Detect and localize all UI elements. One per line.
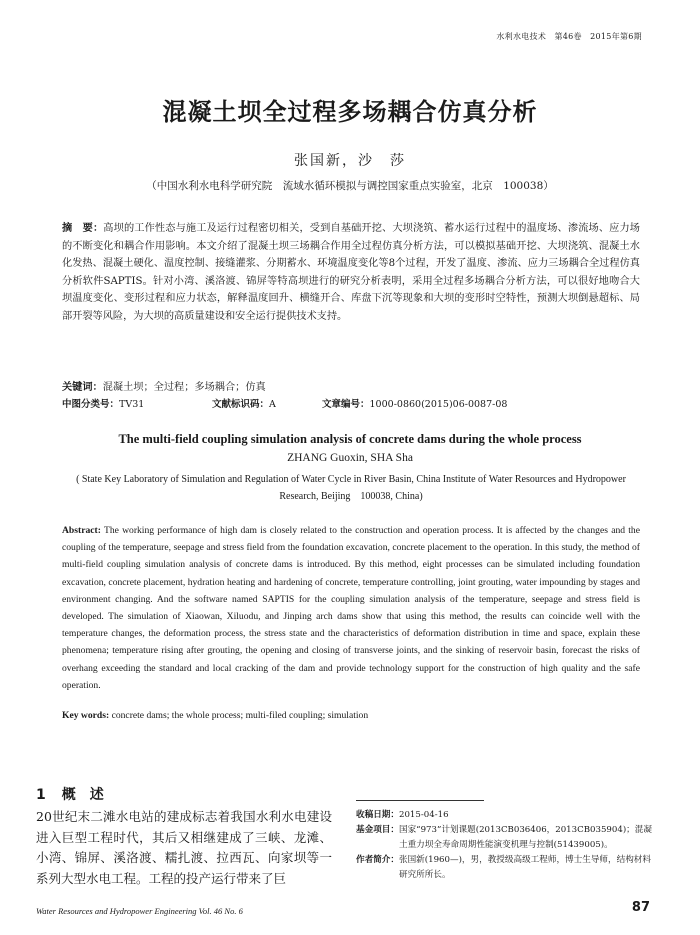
page-number: 87 <box>631 900 650 915</box>
clc-label: 中图分类号： <box>62 399 120 410</box>
footer-journal: Water Resources and Hydropower Engineering Vol. 46 No. 6 <box>36 906 243 916</box>
abstract-cn <box>62 220 640 325</box>
footnote-funding <box>356 823 652 853</box>
clc-value: TV31 <box>119 399 145 410</box>
footnote-label: 作者简介： <box>356 855 399 865</box>
footnote-text: 国家“973”计划课题(2013CB036406，2013CB035904)；混凝土重力坝全寿命周期性能演变机理与控制(51439005)。 <box>398 825 652 850</box>
keywords-en-text: concrete dams; the whole process; multi-filed coupling; simulation <box>111 710 369 721</box>
affiliation-cn: （中国水利水电科学研究院 流域水循环模拟与调控国家重点实验室，北京 100038） <box>146 180 554 192</box>
art-value: 1000-0860(2015)06-0087-08 <box>369 399 508 410</box>
section-paragraph: 20世纪末二滩水电站的建成标志着我国水利水电建设进入巨型工程时代，其后又相继建成了三峡、龙滩、小湾、锦屏、溪洛渡、糯扎渡、拉西瓦、向家坝等一系列大型水电工程。工程的投产运行带来了巨 <box>36 809 332 886</box>
clc-code <box>62 396 144 410</box>
section-title: 概 述 <box>61 787 104 803</box>
footnote-text: 张国新(1960—)，男，教授级高级工程师，博士生导师，结构材料研究所所长。 <box>398 855 651 880</box>
keywords-en-label: Key words: <box>62 710 110 721</box>
paper-title-en: The multi-field coupling simulation analysis of concrete dams during the whole process <box>118 432 582 446</box>
footnote-label: 收稿日期： <box>356 810 399 820</box>
footnote-divider <box>356 800 484 801</box>
section-heading <box>36 784 104 804</box>
paper-title-cn: 混凝土坝全过程多场耦合仿真分析 <box>162 98 538 126</box>
keywords-en <box>62 710 640 721</box>
abstract-cn-text: 高坝的工作性态与施工及运行过程密切相关，受到自基础开挖、大坝浇筑、蓄水运行过程中的温度场、渗流场、应力场的不断变化和耦合作用影响。本文介绍了混凝土坝三场耦合作用全过程仿真分析方法，可以模拟基础开挖、大坝浇筑、混凝土水化发热、混凝土硬化、温度控制、接缝灌浆、分期蓄水、环境温度变化等8个过程，开发了温度、渗流、应力三场耦合全过程仿真分析软件SAPTIS。针对小湾、溪洛渡、锦屏等特高坝进行的研究分析表明，采用全过程多场耦合分析方法，可以很好地吻合大坝温度变化、变形过程和应力状态，解释温度回升、横缝开合、库盘下沉等现象和大坝的变形时空特性，预测大坝倒悬超标、局部开裂等风险，为大坝的高质量建设和安全运行提供技术支持。 <box>62 223 640 322</box>
section-number: 1 <box>36 787 46 803</box>
footnote-received <box>356 808 652 823</box>
doc-code <box>212 396 276 410</box>
keywords-cn-label: 关键词： <box>62 382 103 393</box>
affiliation-en: ( State Key Laboratory of Simulation and Regulation of Water Cycle in River Basin, China Institute of Water Resources and Hydropower Research, Beijing 100038, China) <box>76 474 626 502</box>
footnote-author <box>356 853 652 883</box>
keywords-cn <box>62 378 640 393</box>
abstract-en <box>62 522 640 694</box>
art-label: 文章编号： <box>322 399 370 410</box>
journal-header: 水利水电技术 第46卷 2015年第6期 <box>496 32 642 41</box>
doc-label: 文献标识码： <box>212 399 270 410</box>
article-number <box>322 396 507 410</box>
abstract-cn-label: 摘 要： <box>62 223 104 234</box>
abstract-en-text: The working performance of high dam is closely related to the construction and operation process. It is affected by the changes and the coupling of the temperature, seepage and stress field from the foundation excavation, concrete placement to the operation. In this study, the method of multi-field coupling simulation analysis of concrete dams is introduced. By this method, eight processes can be simulated including foundation excavation, concrete placement, hydration heating and hardening of concrete, temperature controlling, joint grouting, water impounding by stages and environment changing. And the software named SAPTIS for the coupling simulation analysis of the temperature, seepage and stress field is developed. The simulation of Xiaowan, Xiluodu, and Jinping arch dams show that using this method, the results can coincide well with the temperature changes, the deformation process, the stress state and the characteristics of deformation distribution in time and space, explain these phenomena; temperature rising after grouting, the opening and closing of transverse joints, and the sinking of reservoir basin, forecast the risks of overhang exceeding the standard and local cracking of the dam and provide technology support for the construction of high quality and the safe operation. <box>62 525 640 691</box>
authors-en: ZHANG Guoxin, SHA Sha <box>287 452 413 464</box>
footnote-label: 基金项目： <box>356 825 399 835</box>
doc-value: A <box>269 399 276 410</box>
footnote-text: 2015-04-16 <box>398 810 449 820</box>
authors-cn: 张国新，沙 莎 <box>294 153 406 169</box>
keywords-cn-text: 混凝土坝；全过程；多场耦合；仿真 <box>102 382 266 393</box>
abstract-en-label: Abstract: <box>62 525 101 536</box>
footnotes <box>356 808 652 883</box>
